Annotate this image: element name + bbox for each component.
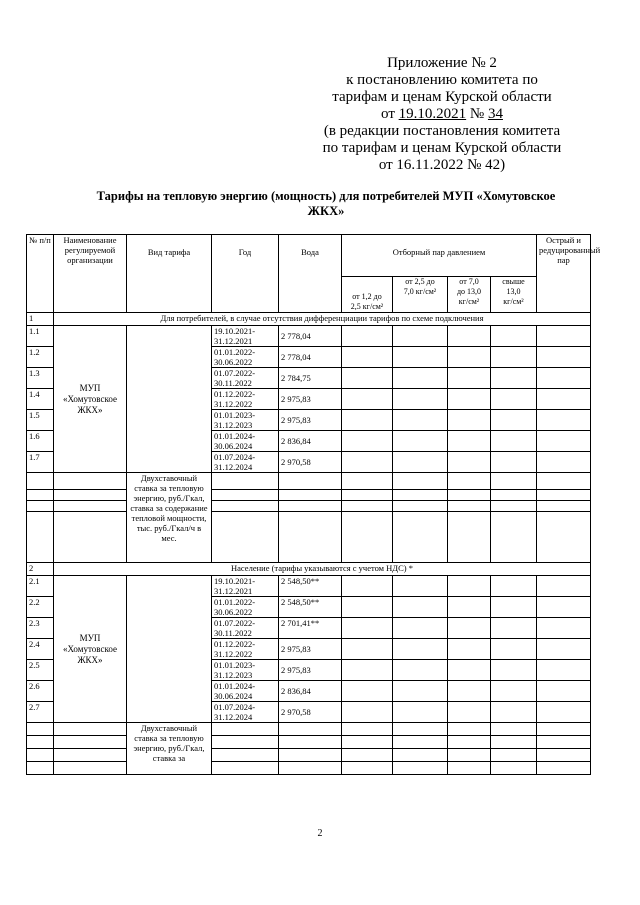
section-number: 1 (27, 313, 54, 326)
header-line: по тарифам и ценам Курской области (322, 140, 562, 156)
section-title: Для потребителей, в случае отсутствия дифференциации тарифов по схеме подключения (54, 313, 591, 326)
water-tariff: 2 836,84 (279, 681, 342, 702)
header-line: (в редакции постановления комитета (323, 123, 561, 139)
col-header-pressure-2: от 2,5 до 7,0 кг/см² (393, 277, 448, 313)
col-header-steam: Отборный пар давлением (342, 235, 537, 277)
header-line: от 16.11.2022 № 42) (378, 157, 506, 173)
table-row: 2.7 01.07.2024- 31.12.2024 2 970,58 (27, 702, 591, 723)
water-tariff: 2 975,83 (279, 389, 342, 410)
water-tariff: 2 784,75 (279, 368, 342, 389)
section-title: Население (тарифы указываются с учетом НДС) * (54, 563, 591, 576)
water-tariff: 2 836,84 (279, 431, 342, 452)
water-tariff: 2 778,04 (279, 347, 342, 368)
water-tariff: 2 970,58 (279, 452, 342, 473)
table-row: 2.3 01.07.2022- 30.11.2022 2 701,41** (27, 618, 591, 639)
page-number: 2 (317, 828, 323, 839)
table-row: 1.7 01.07.2024- 31.12.2024 2 970,58 (27, 452, 591, 473)
header-line: тарифам и ценам Курской области (332, 89, 552, 105)
table-row: 2.1 МУП «Хомутовское ЖКХ» 19.10.2021- 31.12.2021 2 548,50** (27, 576, 591, 597)
col-header-pressure-3: от 7,0 до 13,0 кг/см² (448, 277, 491, 313)
organization-name: МУП «Хомутовское ЖКХ» (54, 576, 127, 723)
water-tariff: 2 778,04 (279, 326, 342, 347)
table-row (27, 512, 591, 563)
decree-date: 19.10.2021 (398, 106, 467, 122)
col-header-sharp-steam: Острый и редуцированный пар (537, 235, 591, 313)
section-row (27, 313, 591, 326)
table-row: 1.6 01.01.2024- 30.06.2024 2 836,84 (27, 431, 591, 452)
col-header-water: Вода (279, 235, 342, 313)
table-row: 1.1 МУП «Хомутовское ЖКХ» 19.10.2021- 31.12.2021 2 778,04 (27, 326, 591, 347)
water-tariff: 2 548,50** (279, 597, 342, 618)
table-row: 2.5 01.01.2023- 31.12.2023 2 975,83 (27, 660, 591, 681)
table-row: 2.6 01.01.2024- 30.06.2024 2 836,84 (27, 681, 591, 702)
water-tariff: 2 975,83 (279, 660, 342, 681)
col-header-year: Год (212, 235, 279, 313)
table-row: 1.4 01.12.2022- 31.12.2022 2 975,83 (27, 389, 591, 410)
col-header-pressure-4: свыше 13,0 кг/см² (491, 277, 537, 313)
document-header (300, 55, 584, 174)
table-row: 2.4 01.12.2022- 31.12.2022 2 975,83 (27, 639, 591, 660)
table-row (27, 490, 591, 501)
table-row (27, 473, 591, 490)
col-header-tariff-type: Вид тарифа (127, 235, 212, 313)
col-header-number: № п/п (27, 235, 54, 313)
water-tariff: 2 548,50** (279, 576, 342, 597)
col-header-pressure-1: от 1,2 до 2,5 кг/см² (342, 277, 393, 313)
water-tariff: 2 970,58 (279, 702, 342, 723)
header-decree-ref: от 19.10.2021 № 34 (381, 106, 503, 122)
table-row (27, 749, 591, 762)
table-row (27, 501, 591, 512)
table-row: 2.2 01.01.2022- 30.06.2022 2 548,50** (27, 597, 591, 618)
document-title: Тарифы на тепловую энергию (мощность) для потребителей МУП «Хомутовское ЖКХ» (96, 189, 556, 218)
table-row (27, 723, 591, 736)
water-tariff: 2 975,83 (279, 410, 342, 431)
tariff-table (26, 234, 601, 775)
section-row (27, 563, 591, 576)
section-number: 2 (27, 563, 54, 576)
organization-name: МУП «Хомутовское ЖКХ» (54, 326, 127, 473)
appendix-label: Приложение № 2 (387, 55, 497, 71)
table-row: 1.5 01.01.2023- 31.12.2023 2 975,83 (27, 410, 591, 431)
water-tariff: 2 975,83 (279, 639, 342, 660)
two-part-tariff-label: Двухставочный ставка за тепловую энергию, руб./Гкал, ставка за содержание тепловой мощности, тыс. руб./Гкал/ч в мес. (127, 473, 212, 563)
header-line: к постановлению комитета по (346, 72, 538, 88)
two-part-tariff-label: Двухставочный ставка за тепловую энергию, руб./Гкал, ставка за (127, 723, 212, 775)
table-row: 1.2 01.01.2022- 30.06.2022 2 778,04 (27, 347, 591, 368)
water-tariff: 2 701,41** (279, 618, 342, 639)
decree-number: 34 (487, 106, 503, 122)
table-row (27, 762, 591, 775)
table-row (27, 736, 591, 749)
col-header-organization: Наименование регулируемой организации (54, 235, 127, 313)
table-header-row (27, 235, 591, 277)
table-row: 1.3 01.07.2022- 30.11.2022 2 784,75 (27, 368, 591, 389)
